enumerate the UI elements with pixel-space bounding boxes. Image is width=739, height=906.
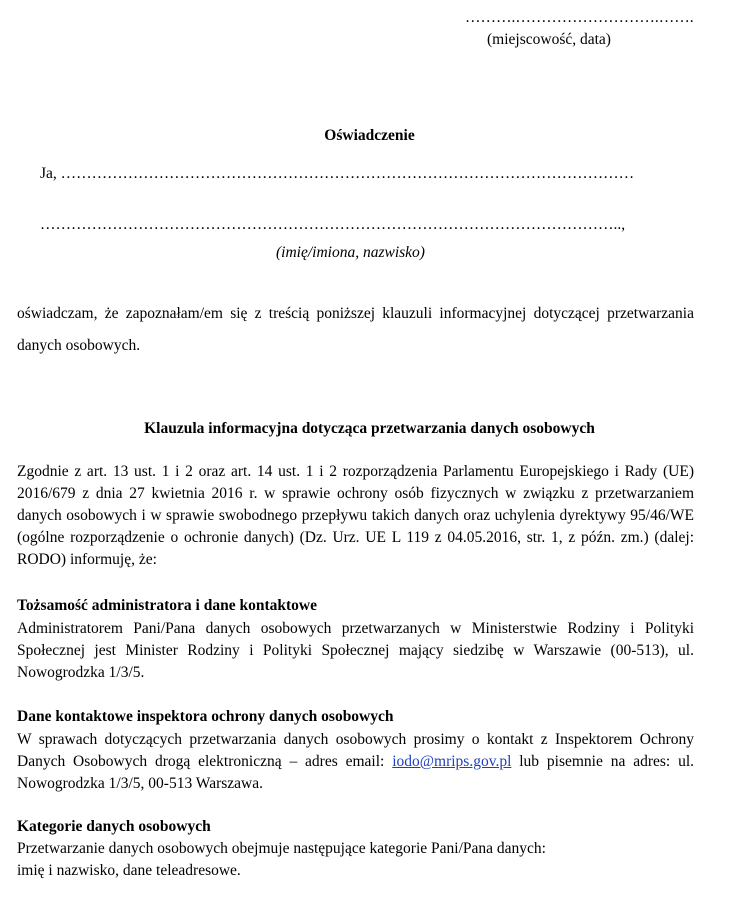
declaration-statement: oświadczam, że zapoznałam/em się z treścią poniższej klauzuli informacyjnej dotyczącej przetwarzania danych osobowych.	[17, 305, 694, 354]
inspector-text-before: W sprawach dotyczących przetwarzania danych osobowych prosimy o kontakt z Inspektorem Ochrony Danych Osobowych drogą elektroniczną – adres email:	[17, 731, 694, 770]
name-caption: (imię/imiona, nazwisko)	[276, 244, 425, 261]
clause-title: Klauzula informacyjna dotycząca przetwarzania danych osobowych	[144, 420, 595, 437]
declaration-title: Oświadczenie	[324, 127, 415, 144]
section-heading-administrator: Tożsamość administratora i dane kontaktowe	[17, 597, 317, 614]
inspector-email-link[interactable]: iodo@mrips.gov.pl	[392, 753, 512, 770]
name-fill-line-2: …………………………………………………………………………………………………..,	[40, 216, 626, 233]
place-date-dotted-line: ……….……………………….…….	[465, 9, 694, 26]
clause-intro: Zgodnie z art. 13 ust. 1 i 2 oraz art. 14 ust. 1 i 2 rozporządzenia Parlamentu Europejskiego i Rady (UE) 2016/679 z dnia 27 kwietnia 2016 r. w sprawie ochrony osób fizycznych w związku z przetwarzaniem danych osobowych i w sprawie swobodnego przepływu takich danych oraz uchylenia dyrektywy 95/46/WE (ogólne rozporządzenie o ochronie danych) (Dz. Urz. UE L 119 z 04.05.2016, str. 1, z późn. zm.) (dalej: RODO) informuję, że:	[17, 463, 694, 568]
inspector-text-after: lub pisemnie na adres: ul. Nowogrodzka 1/3/5, 00-513 Warszawa.	[17, 753, 694, 792]
section-body-categories-line-2: imię i nazwisko, dane teleadresowe.	[17, 862, 241, 879]
name-fill-line-1: Ja, …………………………………………………………………………………………………	[40, 165, 635, 182]
section-heading-categories: Kategorie danych osobowych	[17, 818, 211, 835]
section-heading-inspector: Dane kontaktowe inspektora ochrony danych osobowych	[17, 708, 394, 725]
section-body-administrator: Administratorem Pani/Pana danych osobowych przetwarzanych w Ministerstwie Rodziny i Polityki Społecznej jest Minister Rodziny i Polityki Społecznej mający siedzibę w Warszawie (00-513), ul. Nowogrodzka 1/3/5.	[17, 620, 694, 681]
place-date-caption: (miejscowość, data)	[487, 31, 611, 48]
section-body-inspector	[17, 729, 694, 795]
section-body-categories-line-1: Przetwarzanie danych osobowych obejmuje następujące kategorie Pani/Pana danych:	[17, 840, 546, 857]
